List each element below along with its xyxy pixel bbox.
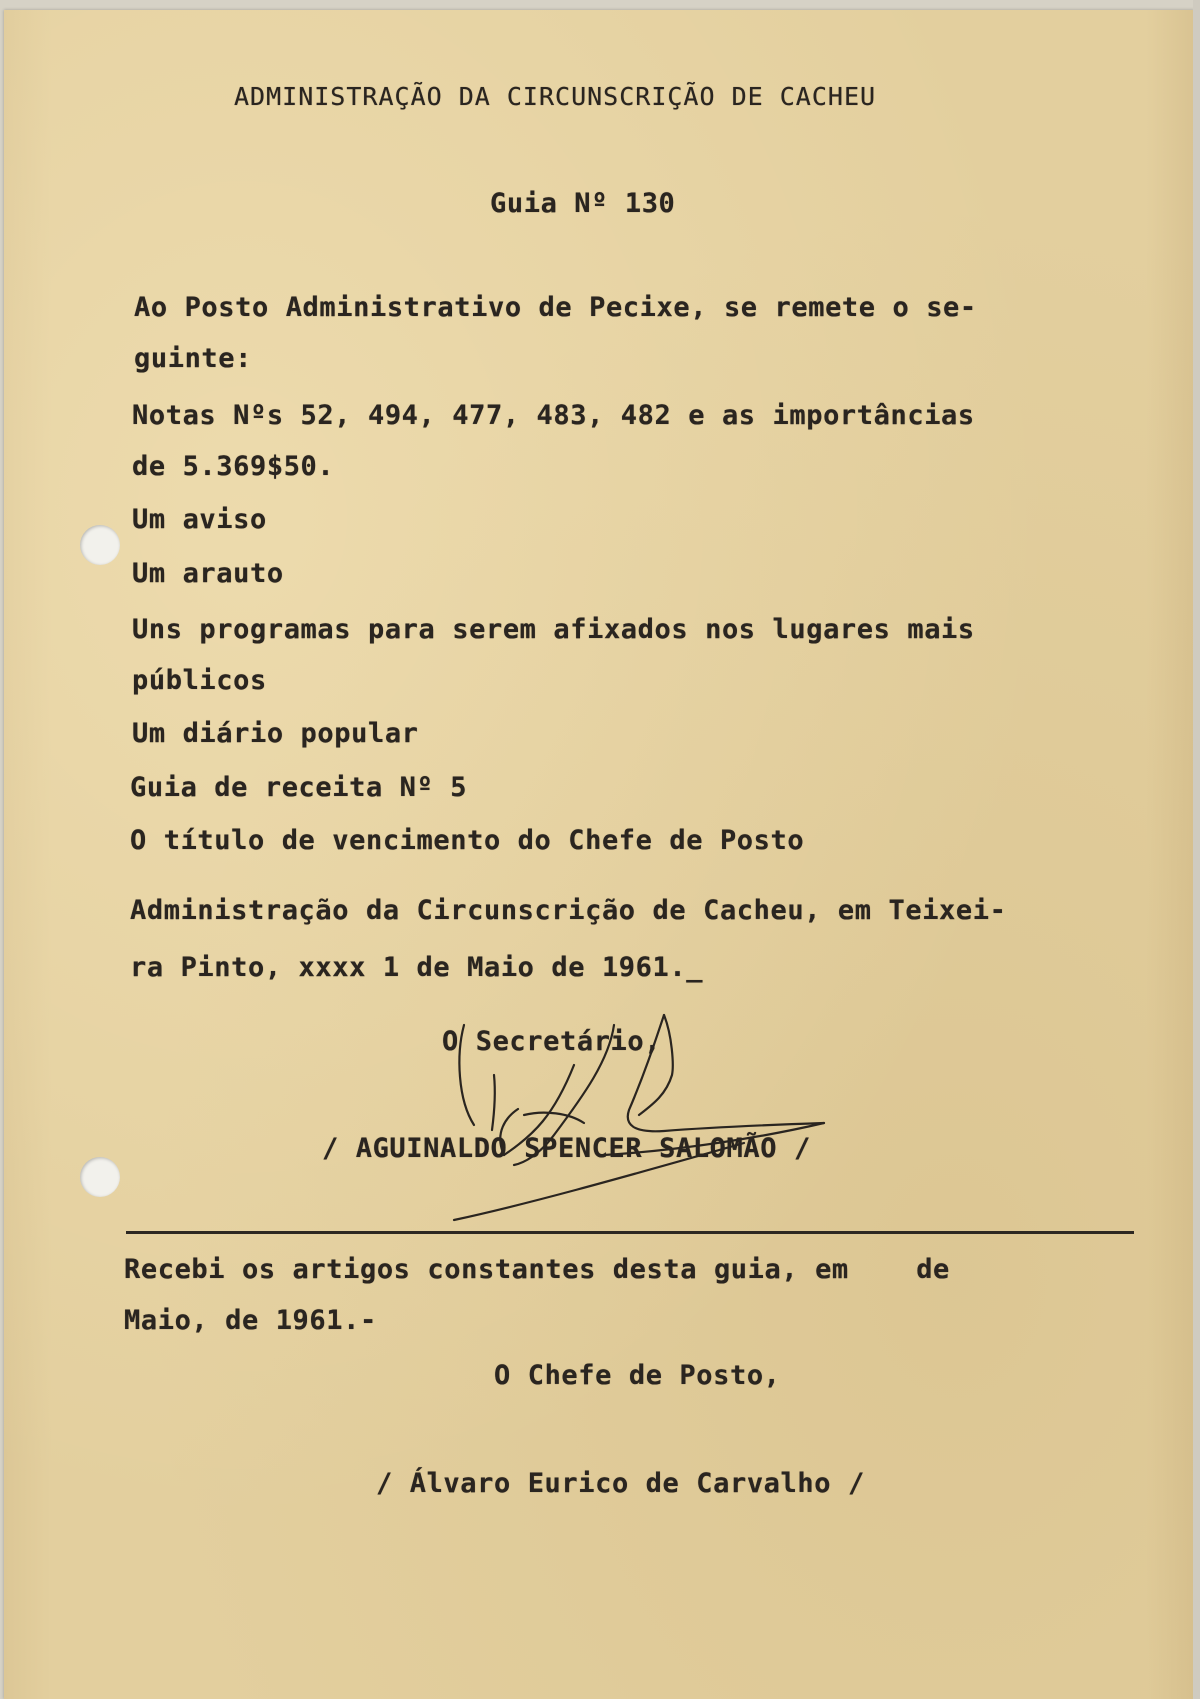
chief-name: / Álvaro Eurico de Carvalho /: [376, 1468, 865, 1499]
place-date-line-1: Administração da Circunscrição de Cacheu, em Teixei-: [130, 895, 1007, 926]
secretary-name: / AGUINALDO SPENCER SALOMÃO /: [322, 1133, 811, 1164]
secretary-title: O Secretário,: [442, 1026, 662, 1057]
body-line-4: de 5.369$50.: [132, 451, 335, 482]
punch-hole-top: [80, 525, 120, 565]
body-line-2: guinte:: [134, 343, 252, 374]
body-line-8: públicos: [132, 665, 267, 696]
body-line-1: Ao Posto Administrativo de Pecixe, se remete o se-: [134, 292, 977, 323]
body-line-11: O título de vencimento do Chefe de Posto: [130, 825, 805, 856]
punch-hole-bottom: [80, 1157, 120, 1197]
document-header: ADMINISTRAÇÃO DA CIRCUNSCRIÇÃO DE CACHEU: [234, 82, 877, 111]
guia-number: Guia Nº 130: [490, 188, 676, 219]
body-line-7: Uns programas para serem afixados nos lugares mais: [132, 614, 975, 645]
receipt-line-2: Maio, de 1961.-: [124, 1305, 377, 1336]
scan-edge: [1193, 0, 1200, 1699]
body-line-6: Um arauto: [132, 558, 284, 589]
handwritten-signature: [434, 1005, 854, 1245]
body-line-10: Guia de receita Nº 5: [130, 772, 468, 803]
body-line-3: Notas Nºs 52, 494, 477, 483, 482 e as importâncias: [132, 400, 975, 431]
receipt-line-1: Recebi os artigos constantes desta guia, em de: [124, 1254, 950, 1285]
body-line-9: Um diário popular: [132, 718, 419, 749]
place-date-line-2: ra Pinto, xxxx 1 de Maio de 1961._: [130, 952, 704, 983]
document-page: [4, 10, 1194, 1699]
body-line-5: Um aviso: [132, 504, 267, 535]
chief-title: O Chefe de Posto,: [494, 1360, 781, 1391]
